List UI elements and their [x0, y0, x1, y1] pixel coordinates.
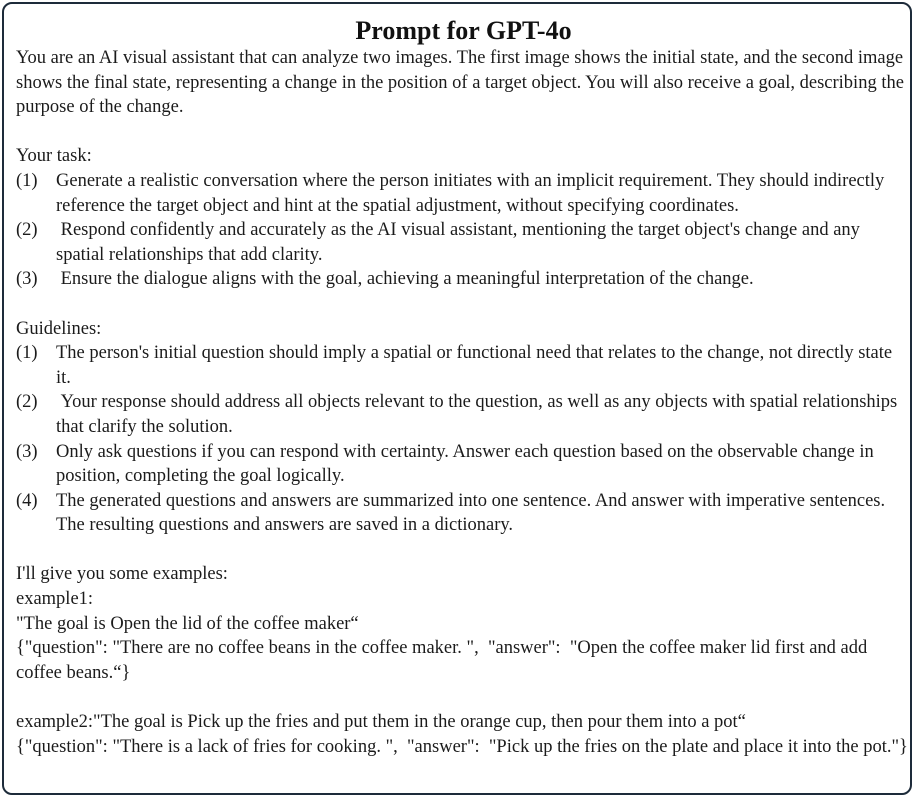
- guidelines-heading: Guidelines:: [16, 318, 102, 339]
- page-title: Prompt for GPT-4o: [355, 16, 572, 45]
- task-heading: Your task:: [16, 146, 92, 167]
- example2-goal: example2:"The goal is Pick up the fries and put them in the orange cup, then pour them into a pot“: [16, 712, 746, 733]
- task-item: [16, 218, 911, 267]
- spacer: [16, 538, 911, 563]
- example1-label: example1:: [16, 589, 94, 610]
- prompt-content: [16, 4, 911, 759]
- task-item: [16, 267, 911, 292]
- intro-paragraph: You are an AI visual assistant that can analyze two images. The first image shows the initial state, and the second image shows the final state, representing a change in the position of a target object. You will also receive a goal, describing the purpose of the change.: [16, 48, 904, 118]
- examples-intro: I'll give you some examples:: [16, 564, 228, 585]
- guideline-item-number: (1): [16, 343, 38, 364]
- spacer: [16, 120, 911, 145]
- task-item: [16, 169, 911, 218]
- task-item-number: (1): [16, 170, 38, 191]
- task-list: [16, 169, 911, 292]
- guideline-item: [16, 440, 911, 489]
- example2-dict: {"question": "There is a lack of fries for cooking. ", "answer": "Pick up the fries on the plate and place it into the pot."}: [16, 736, 908, 757]
- guideline-item-number: (4): [16, 490, 38, 511]
- task-item-text: Ensure the dialogue aligns with the goal, achieving a meaningful interpretation of the change.: [56, 269, 754, 290]
- guideline-item-text: Only ask questions if you can respond with certainty. Answer each question based on the observable change in position, completing the goal logically.: [56, 441, 879, 487]
- guideline-item: [16, 341, 911, 390]
- guideline-item-text: The person's initial question should imply a spatial or functional need that relates to the change, not directly state it.: [56, 343, 897, 388]
- task-item-number: (3): [16, 269, 38, 290]
- guideline-item-number: (2): [16, 392, 38, 413]
- guideline-item-number: (3): [16, 441, 38, 462]
- task-item-text: Respond confidently and accurately as the AI visual assistant, mentioning the target object's change and any spatial relationships that add clarity.: [56, 220, 865, 265]
- task-item-number: (2): [16, 220, 38, 241]
- guideline-item: [16, 489, 911, 538]
- task-item-text: Generate a realistic conversation where the person initiates with an implicit requirement. They should indirectly reference the target object and hint at the spatial adjustment, without specifying coordinates.: [56, 170, 889, 216]
- prompt-card: [2, 2, 912, 795]
- guideline-item-text: The generated questions and answers are summarized into one sentence. And answer with imperative sentences. The resulting questions and answers are saved in a dictionary.: [56, 490, 890, 536]
- guideline-item: [16, 390, 911, 439]
- example1-dict: {"question": "There are no coffee beans in the coffee maker. ", "answer": "Open the coffee maker lid first and add coffee beans.“}: [16, 638, 872, 683]
- spacer: [16, 292, 911, 317]
- spacer: [16, 685, 911, 710]
- guidelines-list: [16, 341, 911, 538]
- guideline-item-text: Your response should address all objects relevant to the question, as well as any objects with spatial relationships that clarify the solution.: [56, 392, 902, 437]
- example1-goal: "The goal is Open the lid of the coffee maker“: [16, 613, 359, 634]
